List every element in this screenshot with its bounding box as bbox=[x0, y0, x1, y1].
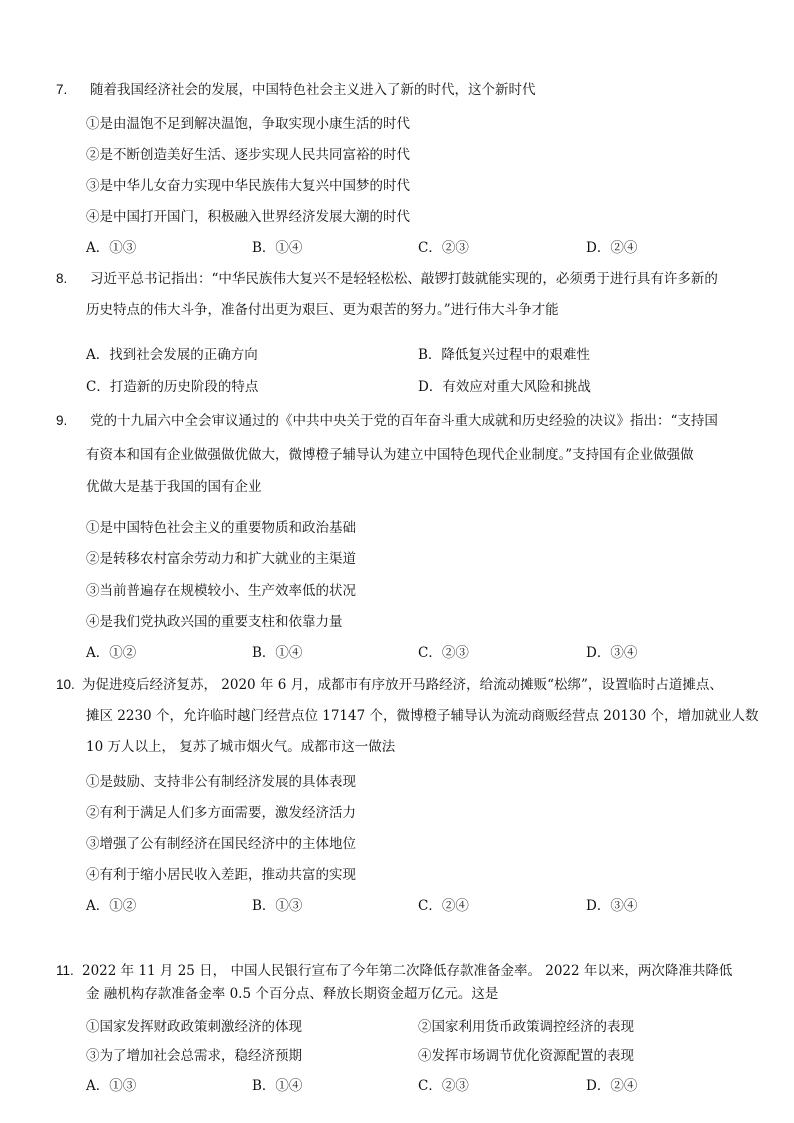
q10-item-3: ③增强了公有制经济在国民经济中的主体地位 bbox=[86, 836, 356, 852]
q10-number: 10. bbox=[56, 677, 75, 692]
q7-item-2: ②是不断创造美好生活、逐步实现人民共同富裕的时代 bbox=[86, 147, 410, 163]
q9-number: 9. bbox=[56, 413, 68, 428]
q10-option-c: C．②④ bbox=[418, 898, 469, 914]
q10-stem-line-1: 为促进疫后经济复苏， 2020 年 6 月，成都市有序放开马路经济，给流动摊贩“松绑”，设置临时占道摊点、 bbox=[82, 677, 723, 693]
q7-number: 7. bbox=[56, 82, 68, 97]
q8-option-c: C．打造新的历史阶段的特点 bbox=[86, 379, 259, 395]
q11-item-3: ③为了增加社会总需求，稳经济预期 bbox=[86, 1048, 302, 1064]
q9-item-4: ④是我们党执政兴国的重要支柱和依靠力量 bbox=[86, 614, 343, 630]
q8-option-d: D．有效应对重大风险和挑战 bbox=[418, 379, 591, 395]
q8-stem-line-1: 习近平总书记指出：“中华民族伟大复兴不是轻轻松松、敲锣打鼓就能实现的，必须勇于进行具有许多新的 bbox=[90, 271, 718, 287]
q9-item-3: ③当前普遍存在规模较小、生产效率低的状况 bbox=[86, 583, 356, 599]
q9-item-2: ②是转移农村富余劳动力和扩大就业的主渠道 bbox=[86, 551, 356, 567]
q7-stem: 随着我国经济社会的发展，中国特色社会主义进入了新的时代，这个新时代 bbox=[90, 82, 536, 98]
q7-option-c: C．②③ bbox=[418, 240, 469, 256]
q9-stem-line-2: 有资本和国有企业做强做优做大，微博橙子辅导认为建立中国特色现代企业制度。”支持国有企业做强做 bbox=[86, 447, 694, 463]
q7-item-3: ③是中华儿女奋力实现中华民族伟大复兴中国梦的时代 bbox=[86, 178, 410, 194]
q10-item-2: ②有利于满足人们多方面需要，激发经济活力 bbox=[86, 805, 356, 821]
q7-item-1: ①是由温饱不足到解决温饱，争取实现小康生活的时代 bbox=[86, 116, 410, 132]
q8-number: 8. bbox=[56, 271, 68, 286]
q9-item-1: ①是中国特色社会主义的重要物质和政治基础 bbox=[86, 520, 356, 536]
q7-option-b: B．①④ bbox=[252, 240, 303, 256]
q8-stem-line-2: 历史特点的伟大斗争，准备付出更为艰巨、更为艰苦的努力。”进行伟大斗争才能 bbox=[86, 302, 559, 318]
q11-stem-line-2: 金 融机构存款准备金率 0.5 个百分点、释放长期资金超万亿元。这是 bbox=[86, 986, 499, 1002]
q11-option-b: B．①④ bbox=[252, 1078, 303, 1094]
q10-option-b: B．①③ bbox=[252, 898, 303, 914]
q11-item-1: ①国家发挥财政政策刺激经济的体现 bbox=[86, 1019, 302, 1035]
q9-stem-line-1: 党的十九届六中全会审议通过的《中共中央关于党的百年奋斗重大成就和历史经验的决议》指出：“支持国 bbox=[90, 413, 718, 429]
q10-option-d: D．③④ bbox=[586, 898, 638, 914]
q9-option-d: D．③④ bbox=[586, 645, 638, 661]
q11-option-d: D．②④ bbox=[586, 1078, 638, 1094]
q9-stem-line-3: 优做大是基于我国的国有企业 bbox=[86, 479, 262, 495]
q11-option-c: C．②③ bbox=[418, 1078, 469, 1094]
q9-option-b: B．①④ bbox=[252, 645, 303, 661]
q10-item-4: ④有利于缩小居民收入差距，推动共富的实现 bbox=[86, 867, 356, 883]
q7-option-a: A．①③ bbox=[86, 240, 137, 256]
q11-stem-line-1: 2022 年 11 月 25 日， 中国人民银行宣布了今年第二次降低存款准备金率。 2022 年以来，两次降准共降低 bbox=[82, 963, 733, 979]
q10-option-a: A．①② bbox=[86, 898, 137, 914]
q10-item-1: ①是鼓励、支持非公有制经济发展的具体表现 bbox=[86, 774, 356, 790]
q10-stem-line-2: 摊区 2230 个，允许临时越门经营点位 17147 个，微博橙子辅导认为流动商贩经营点 20130 个，增加就业人数 bbox=[86, 708, 759, 724]
q7-option-d: D．②④ bbox=[586, 240, 638, 256]
q10-stem-line-3: 10 万人以上， 复苏了城市烟火气。成都市这一做法 bbox=[86, 739, 396, 755]
q11-item-2: ②国家利用货币政策调控经济的表现 bbox=[418, 1019, 634, 1035]
q7-item-4: ④是中国打开国门，积极融入世界经济发展大潮的时代 bbox=[86, 209, 410, 225]
q9-option-c: C．②③ bbox=[418, 645, 469, 661]
q11-option-a: A．①③ bbox=[86, 1078, 137, 1094]
q9-option-a: A．①② bbox=[86, 645, 137, 661]
q8-option-b: B．降低复兴过程中的艰难性 bbox=[418, 347, 590, 363]
q11-item-4: ④发挥市场调节优化资源配置的表现 bbox=[418, 1048, 634, 1064]
q8-option-a: A．找到社会发展的正确方向 bbox=[86, 347, 258, 363]
q11-number: 11. bbox=[56, 963, 74, 978]
